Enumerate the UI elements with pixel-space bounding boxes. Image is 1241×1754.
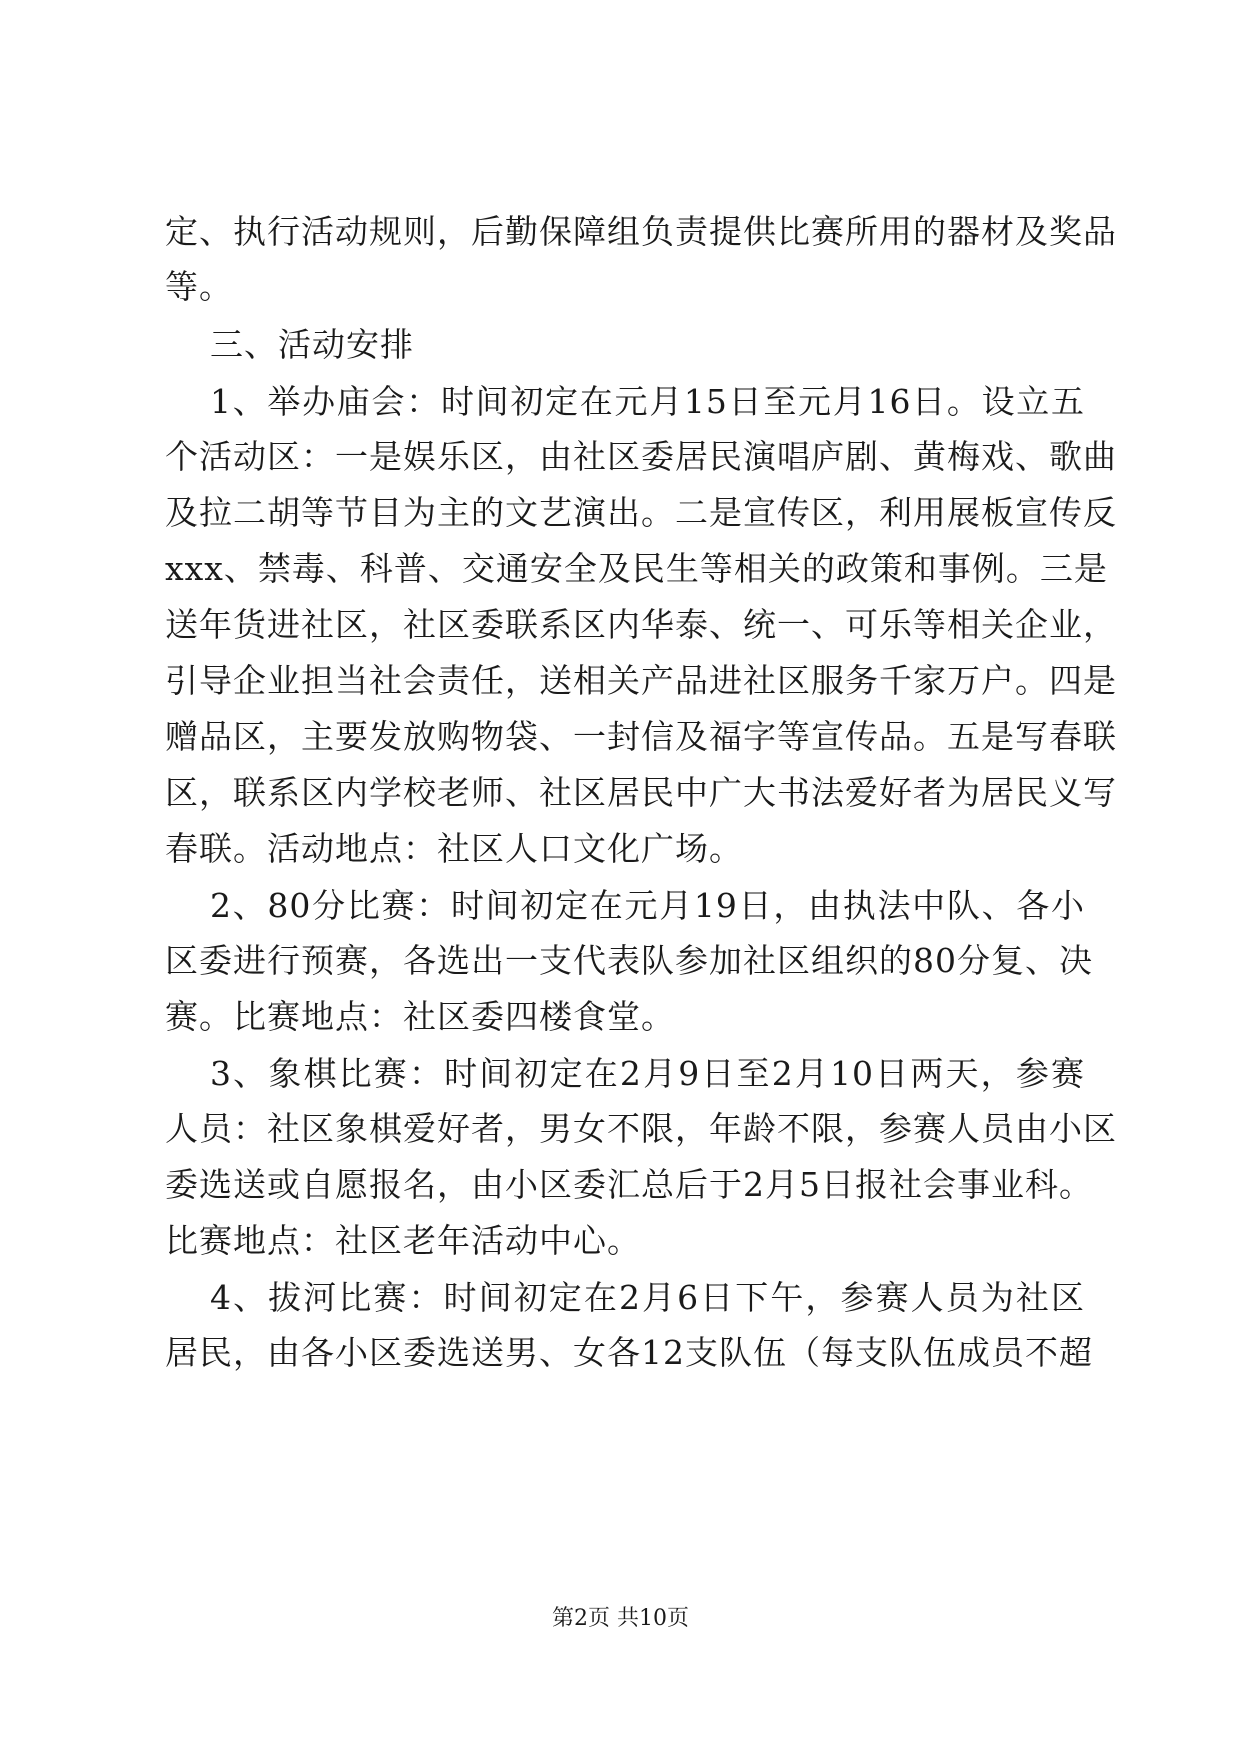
body-line-8: 送年货进社区，社区委联系区内华泰、统一、可乐等相关企业，: [165, 605, 1117, 644]
page-number-footer: 第2页 共10页: [552, 1606, 689, 1631]
body-line-9: 引导企业担当社会责任，送相关产品进社区服务千家万户。四是: [165, 661, 1117, 700]
body-line-2: 等。: [165, 267, 233, 306]
body-line-14: 区委进行预赛，各选出一支代表队参加社区组织的80分复、决: [165, 941, 1093, 980]
body-line-16: 3、象棋比赛：时间初定在2月9日至2月10日两天，参赛: [210, 1054, 1085, 1093]
body-line-12: 春联。活动地点：社区人口文化广场。: [165, 829, 743, 868]
body-line-11: 区，联系区内学校老师、社区居民中广大书法爱好者为居民义写: [165, 773, 1117, 812]
body-line-17: 人员：社区象棋爱好者，男女不限，年龄不限，参赛人员由小区: [165, 1109, 1117, 1148]
body-line-15: 赛。比赛地点：社区委四楼食堂。: [165, 997, 675, 1036]
body-line-7: xxx、禁毒、科普、交通安全及民生等相关的政策和事例。三是: [165, 549, 1108, 588]
section-heading: 三、活动安排: [210, 325, 414, 364]
body-line-13: 2、80分比赛：时间初定在元月19日，由执法中队、各小: [210, 886, 1085, 925]
body-line-19: 比赛地点：社区老年活动中心。: [165, 1221, 641, 1260]
body-line-18: 委选送或自愿报名，由小区委汇总后于2月5日报社会事业科。: [165, 1165, 1093, 1204]
body-line-4: 1、举办庙会：时间初定在元月15日至元月16日。设立五: [210, 382, 1085, 421]
body-line-10: 赠品区，主要发放购物袋、一封信及福字等宣传品。五是写春联: [165, 717, 1117, 756]
body-line-21: 居民，由各小区委选送男、女各12支队伍（每支队伍成员不超: [165, 1333, 1093, 1372]
body-line-5: 个活动区：一是娱乐区，由社区委居民演唱庐剧、黄梅戏、歌曲: [165, 437, 1117, 476]
body-line-1: 定、执行活动规则，后勤保障组负责提供比赛所用的器材及奖品: [165, 212, 1117, 251]
body-line-20: 4、拔河比赛：时间初定在2月6日下午，参赛人员为社区: [210, 1278, 1085, 1317]
body-line-6: 及拉二胡等节目为主的文艺演出。二是宣传区，利用展板宣传反: [165, 493, 1117, 532]
